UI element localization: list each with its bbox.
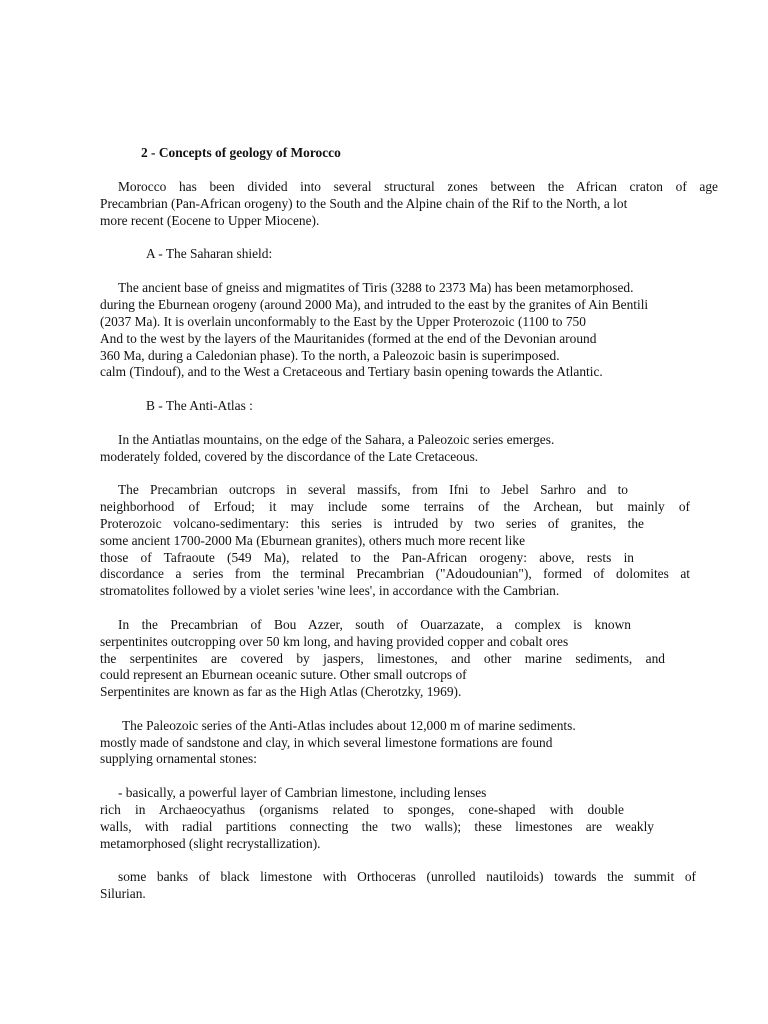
text-line: - basically, a powerful layer of Cambrian limestone, including lenses — [118, 785, 487, 800]
text-line: some banks of black limestone with Orthoceras (unrolled nautiloids) towards the summit of — [118, 869, 696, 884]
text-line: discordance a series from the terminal Precambrian ("Adoudounian"), formed of dolomites at — [100, 566, 690, 581]
text-line: neighborhood of Erfoud; it may include some terrains of the Archean, but mainly of — [100, 499, 690, 514]
text-line: calm (Tindouf), and to the West a Cretaceous and Tertiary basin opening towards the Atlantic. — [100, 364, 603, 379]
page-title: 2 - Concepts of geology of Morocco — [141, 145, 341, 160]
text-line: more recent (Eocene to Upper Miocene). — [100, 213, 320, 228]
text-line: rich in Archaeocyathus (organisms related to sponges, cone-shaped with double — [100, 802, 624, 817]
text-line: metamorphosed (slight recrystallization). — [100, 836, 321, 851]
text-line: And to the west by the layers of the Mauritanides (formed at the end of the Devonian around — [100, 331, 597, 346]
text-line: could represent an Eburnean oceanic suture. Other small outcrops of — [100, 667, 467, 682]
section-heading-saharan-shield: A - The Saharan shield: — [146, 246, 273, 261]
text-line: Precambrian (Pan-African orogeny) to the South and the Alpine chain of the Rif to the North, a lot — [100, 196, 628, 211]
text-line: Morocco has been divided into several structural zones between the African craton of age — [118, 179, 718, 194]
text-line: In the Antiatlas mountains, on the edge of the Sahara, a Paleozoic series emerges. — [118, 432, 555, 447]
text-line: Proterozoic volcano-sedimentary: this series is intruded by two series of granites, the — [100, 516, 644, 531]
text-line: walls, with radial partitions connecting the two walls); these limestones are weakly — [100, 819, 654, 834]
text-line: (2037 Ma). It is overlain unconformably to the East by the Upper Proterozoic (1100 to 750 — [100, 314, 586, 329]
text-line: during the Eburnean orogeny (around 2000 Ma), and intruded to the east by the granites of Ain Bentili — [100, 297, 649, 312]
text-line: In the Precambrian of Bou Azzer, south of Ouarzazate, a complex is known — [118, 617, 631, 632]
text-line: serpentinites outcropping over 50 km long, and having provided copper and cobalt ores — [100, 634, 569, 649]
text-line: The ancient base of gneiss and migmatites of Tiris (3288 to 2373 Ma) has been metamorphosed. — [118, 280, 634, 295]
text-line: stromatolites followed by a violet series 'wine lees', in accordance with the Cambrian. — [100, 583, 560, 598]
text-line: some ancient 1700-2000 Ma (Eburnean granites), others much more recent like — [100, 533, 526, 548]
text-line: those of Tafraoute (549 Ma), related to the Pan-African orogeny: above, rests in — [100, 550, 634, 565]
text-line: the serpentinites are covered by jaspers, limestones, and other marine sediments, and — [100, 651, 665, 666]
text-line: mostly made of sandstone and clay, in which several limestone formations are found — [100, 735, 553, 750]
text-line: Serpentinites are known as far as the High Atlas (Cherotzky, 1969). — [100, 684, 462, 699]
text-line: supplying ornamental stones: — [100, 751, 257, 766]
text-line: Silurian. — [100, 886, 146, 901]
section-heading-anti-atlas: B - The Anti-Atlas : — [146, 398, 253, 413]
text-line: The Precambrian outcrops in several massifs, from Ifni to Jebel Sarhro and to — [118, 482, 628, 497]
text-line: 360 Ma, during a Caledonian phase). To the north, a Paleozoic basin is superimposed. — [100, 348, 560, 363]
text-line: moderately folded, covered by the discordance of the Late Cretaceous. — [100, 449, 479, 464]
text-line: The Paleozoic series of the Anti-Atlas includes about 12,000 m of marine sediments. — [122, 718, 576, 733]
